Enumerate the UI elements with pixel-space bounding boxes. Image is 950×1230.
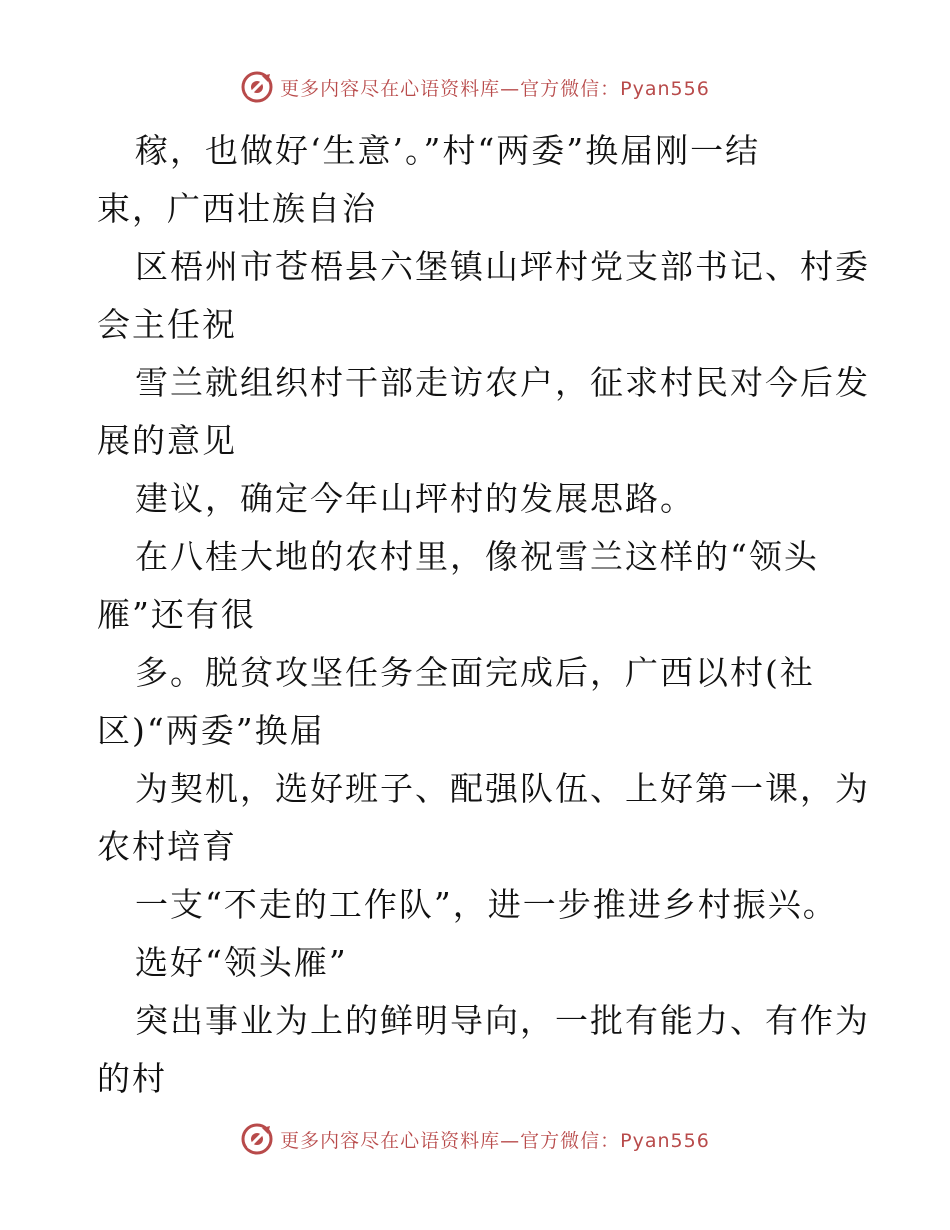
text-line: 束，广西壮族自治 — [97, 189, 377, 228]
text-line: 区梧州市苍梧县六堡镇山坪村党支部书记、村委 — [135, 247, 870, 286]
text-line: 稼，也做好‘生意’。”村“两委”换届刚一结 — [135, 131, 761, 170]
text-line: 为契机，选好班子、配强队伍、上好第一课，为 — [135, 769, 870, 808]
text-line: 展的意见 — [97, 421, 237, 460]
footer-banner — [0, 1122, 950, 1156]
text-line: 会主任祝 — [97, 305, 237, 344]
footer-banner-text: 更多内容尽在心语资料库—官方微信：Pyan556 — [280, 1129, 710, 1152]
document-body — [97, 122, 870, 1108]
text-line: 多。脱贫攻坚任务全面完成后，广西以村(社 — [135, 653, 815, 692]
text-line: 雁”还有很 — [97, 595, 256, 634]
header-banner — [0, 70, 950, 104]
text-line: 雪兰就组织村干部走访农户，征求村民对今后发 — [135, 363, 870, 402]
text-line: 农村培育 — [97, 827, 237, 866]
text-line: 的村 — [97, 1059, 167, 1098]
text-line: 一支“不走的工作队”，进一步推进乡村振兴。 — [135, 885, 838, 924]
text-line: 在八桂大地的农村里，像祝雪兰这样的“领头 — [135, 537, 819, 576]
header-banner-text: 更多内容尽在心语资料库—官方微信：Pyan556 — [280, 77, 710, 100]
brand-logo-icon — [240, 70, 274, 104]
text-line: 区)“两委”换届 — [97, 711, 325, 750]
text-line: 突出事业为上的鲜明导向，一批有能力、有作为 — [135, 1001, 870, 1040]
brand-logo-icon — [240, 1122, 274, 1156]
text-line: 建议，确定今年山坪村的发展思路。 — [135, 479, 695, 518]
text-line: 选好“领头雁” — [135, 943, 348, 982]
